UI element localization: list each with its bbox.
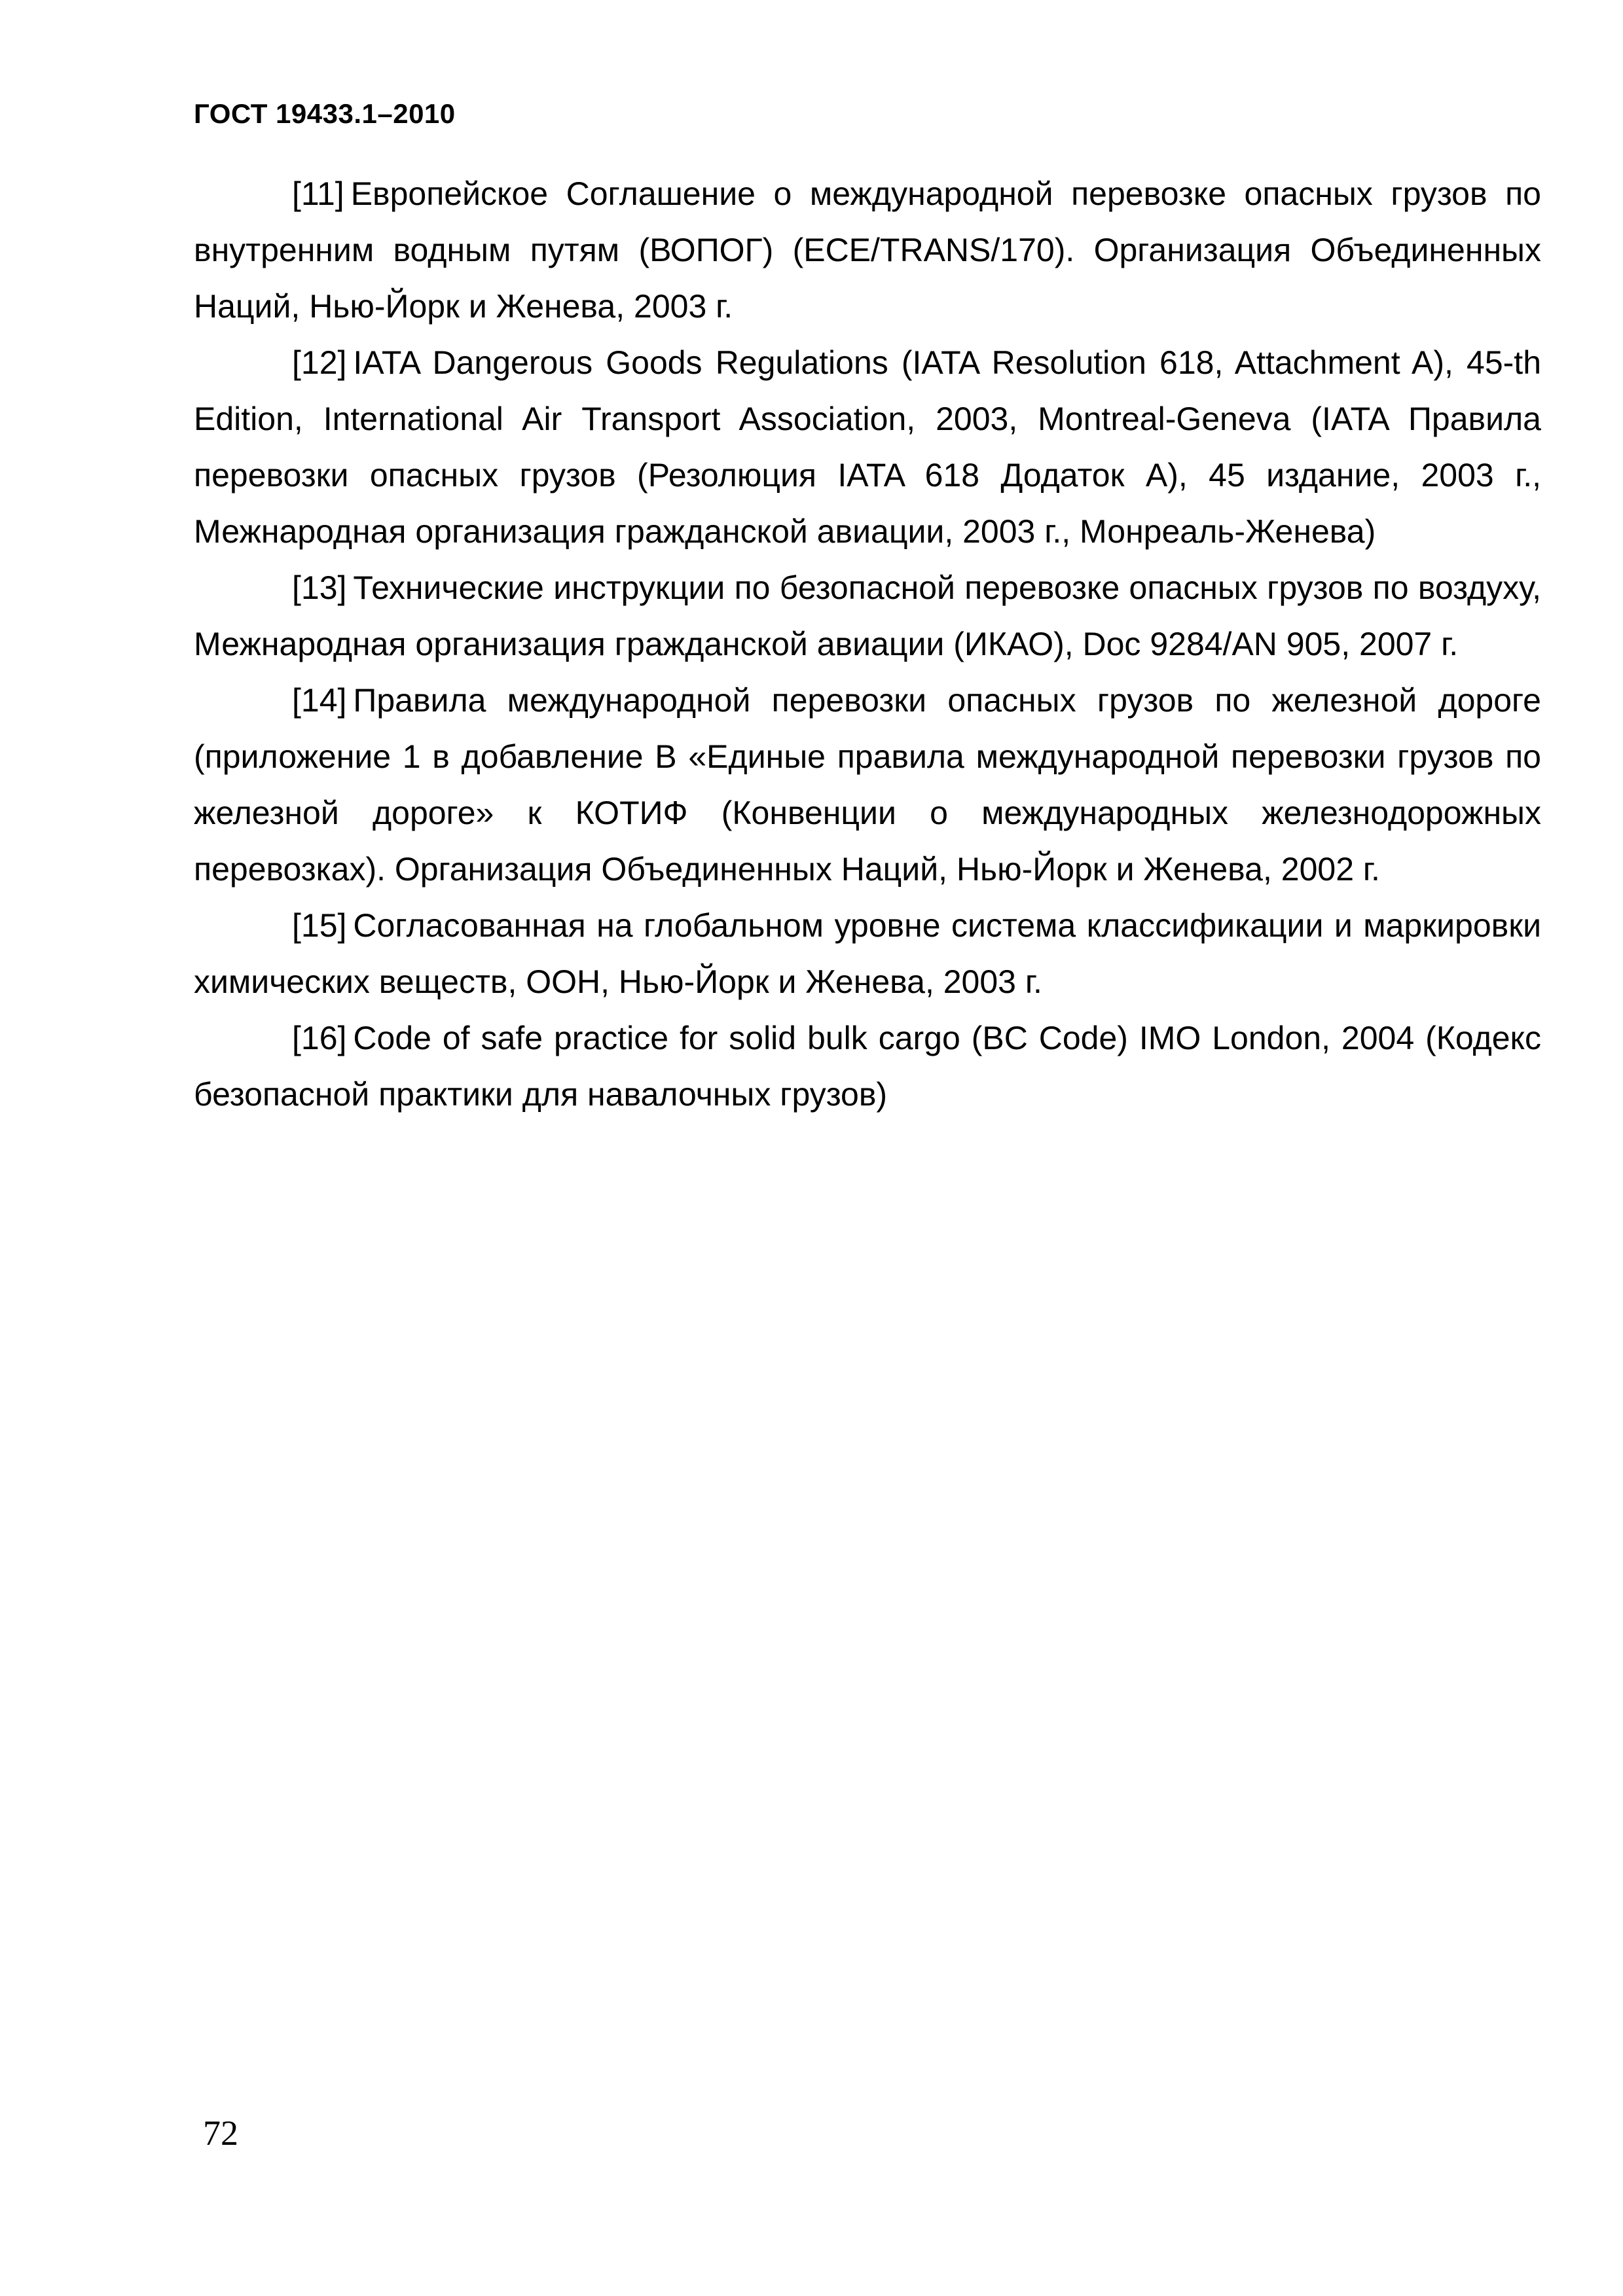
reference-item-12 [194, 334, 1541, 560]
reference-item-11 [194, 166, 1541, 334]
reference-list [194, 166, 1541, 1122]
reference-text: Правила международной перевозки опасных грузов по железной дороге (приложение 1 в добавление В «Единые правила международной перевозки грузов по железной дороге» к КОТИФ (Конвенции о международных железнодорожных перевозках). Организация Объединенных Наций, Нью-Йорк и Женева, 2002 г. [194, 682, 1541, 888]
reference-number: [12] [292, 344, 347, 381]
reference-text: Европейское Соглашение о международной перевозке опасных грузов по внутренним водным путям (ВОПОГ) (ECE/TRANS/170). Организация Объединенных Наций, Нью-Йорк и Женева, 2003 г. [194, 175, 1541, 325]
reference-item-15 [194, 897, 1541, 1010]
reference-number: [13] [292, 569, 347, 606]
document-header: ГОСТ 19433.1–2010 [194, 98, 456, 129]
page-number: 72 [203, 2113, 238, 2153]
reference-number: [16] [292, 1020, 347, 1056]
reference-number: [14] [292, 682, 347, 719]
reference-text: Технические инструкции по безопасной перевозке опасных грузов по воздуху, Межнародная организация гражданской авиации (ИКАО), Doc 9284/AN 905, 2007 г. [194, 569, 1541, 662]
reference-text: Code of safe practice for solid bulk cargo (BC Code) IMO London, 2004 (Кодекс безопасной практики для навалочных грузов) [194, 1020, 1541, 1113]
reference-text: IATA Dangerous Goods Regulations (IATA Resolution 618, Attachment A), 45-th Edition, International Air Transport Association, 2003, Montreal-Geneva (IATA Правила перевозки опасных грузов (Резолюция IATA 618 Додаток А), 45 издание, 2003 г., Межнародная организация гражданской авиации, 2003 г., Монреаль-Женева) [194, 344, 1541, 550]
reference-text: Согласованная на глобальном уровне система классификации и маркировки химических веществ, ООН, Нью-Йорк и Женева, 2003 г. [194, 907, 1541, 1000]
reference-item-16 [194, 1010, 1541, 1122]
reference-item-14 [194, 672, 1541, 897]
reference-number: [11] [292, 175, 344, 212]
reference-item-13 [194, 560, 1541, 672]
reference-number: [15] [292, 907, 347, 944]
